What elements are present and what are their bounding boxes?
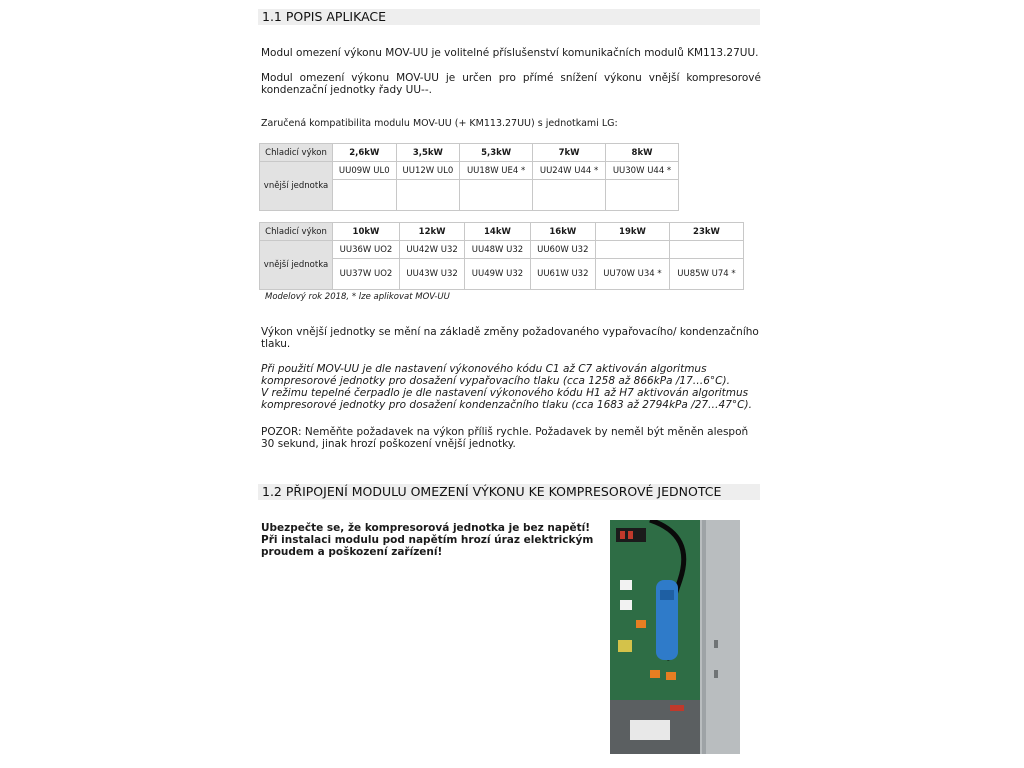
table-row [260, 144, 679, 162]
installation-photo-illustration [610, 520, 740, 754]
unit-cell: UU43W U32 [399, 259, 464, 290]
unit-cell: UU85W U74 * [669, 259, 743, 290]
capacity-cell: 8kW [606, 144, 679, 162]
pressure-paragraph: Výkon vnější jednotky se mění na základě změny požadovaného vypařovacího/ kondenzačního tlaku. [261, 326, 759, 350]
table-row [260, 162, 679, 180]
unit-cell: UU24W U44 * [533, 162, 606, 180]
table-row [260, 223, 744, 241]
compatibility-intro: Zaručená kompatibilita modulu MOV-UU (+ KM113.27UU) s jednotkami LG: [261, 118, 618, 129]
unit-cell [595, 241, 669, 259]
unit-cell: UU36W UO2 [333, 241, 400, 259]
safety-warning-line-3: proudem a poškození zařízení! [261, 546, 443, 558]
capacity-cell: 10kW [333, 223, 400, 241]
module-installation-photo [610, 520, 740, 754]
unit-cell: UU30W U44 * [606, 162, 679, 180]
intro-paragraph-2: Modul omezení výkonu MOV-UU je určen pro přímé snížení výkonu vnější kompresorové kondenzační jednotky řady UU--. [261, 72, 761, 96]
row-label-capacity: Chladicí výkon [260, 223, 333, 241]
capacity-cell: 3,5kW [396, 144, 460, 162]
capacity-cell: 2,6kW [333, 144, 397, 162]
table-row [260, 241, 744, 259]
unit-cell: UU12W UL0 [396, 162, 460, 180]
algorithm-line-3: V režimu tepelné čerpadlo je dle nastavení výkonového kódu H1 až H7 aktivován algoritmus [261, 387, 749, 399]
unit-cell: UU60W U32 [530, 241, 595, 259]
row-label-unit: vnější jednotka [260, 162, 333, 211]
unit-cell: UU48W U32 [465, 241, 530, 259]
algorithm-line-2: kompresorové jednotky pro dosažení vypařovacího tlaku (cca 1258 až 866kPa /17…6°C). [261, 375, 730, 387]
unit-cell-empty [533, 180, 606, 211]
unit-cell-empty [396, 180, 460, 211]
intro-paragraph-1: Modul omezení výkonu MOV-UU je volitelné příslušenství komunikačních modulů KM113.27UU. [261, 47, 759, 59]
table-row [260, 259, 744, 290]
unit-cell: UU37W UO2 [333, 259, 400, 290]
unit-cell-empty [460, 180, 533, 211]
unit-cell-empty [606, 180, 679, 211]
section-heading-1-2: 1.2 PŘIPOJENÍ MODULU OMEZENÍ VÝKONU KE KOMPRESOROVÉ JEDNOTCE [258, 484, 760, 500]
unit-cell: UU09W UL0 [333, 162, 397, 180]
model-year-note: Modelový rok 2018, * lze aplikovat MOV-UU [265, 292, 450, 302]
unit-cell: UU18W UE4 * [460, 162, 533, 180]
row-label-unit: vnější jednotka [260, 241, 333, 290]
section-heading-1-1: 1.1 POPIS APLIKACE [258, 9, 760, 25]
algorithm-line-4: kompresorové jednotky pro dosažení kondenzačního tlaku (cca 1683 až 2794kPa /27…47°C). [261, 399, 752, 411]
capacity-cell: 23kW [669, 223, 743, 241]
safety-warning-line-1: Ubezpečte se, že kompresorová jednotka je bez napětí! [261, 522, 591, 534]
unit-cell: UU49W U32 [465, 259, 530, 290]
capacity-cell: 19kW [595, 223, 669, 241]
safety-warning-line-2: Při instalaci modulu pod napětím hrozí úraz elektrickým [261, 534, 594, 546]
unit-cell-empty [333, 180, 397, 211]
capacity-cell: 7kW [533, 144, 606, 162]
unit-cell: UU42W U32 [399, 241, 464, 259]
capacity-cell: 12kW [399, 223, 464, 241]
unit-cell [669, 241, 743, 259]
unit-cell: UU61W U32 [530, 259, 595, 290]
capacity-cell: 16kW [530, 223, 595, 241]
algorithm-line-1: Při použití MOV-UU je dle nastavení výkonového kódu C1 až C7 aktivován algoritmus [261, 363, 707, 375]
warning-paragraph: POZOR: Neměňte požadavek na výkon příliš rychle. Požadavek by neměl být měněn alespoň 30 sekund, jinak hrozí poškození vnější jednotky. [261, 426, 749, 450]
compatibility-table-1 [259, 143, 679, 211]
capacity-cell: 5,3kW [460, 144, 533, 162]
row-label-capacity: Chladicí výkon [260, 144, 333, 162]
unit-cell: UU70W U34 * [595, 259, 669, 290]
compatibility-table-2 [259, 222, 744, 290]
capacity-cell: 14kW [465, 223, 530, 241]
